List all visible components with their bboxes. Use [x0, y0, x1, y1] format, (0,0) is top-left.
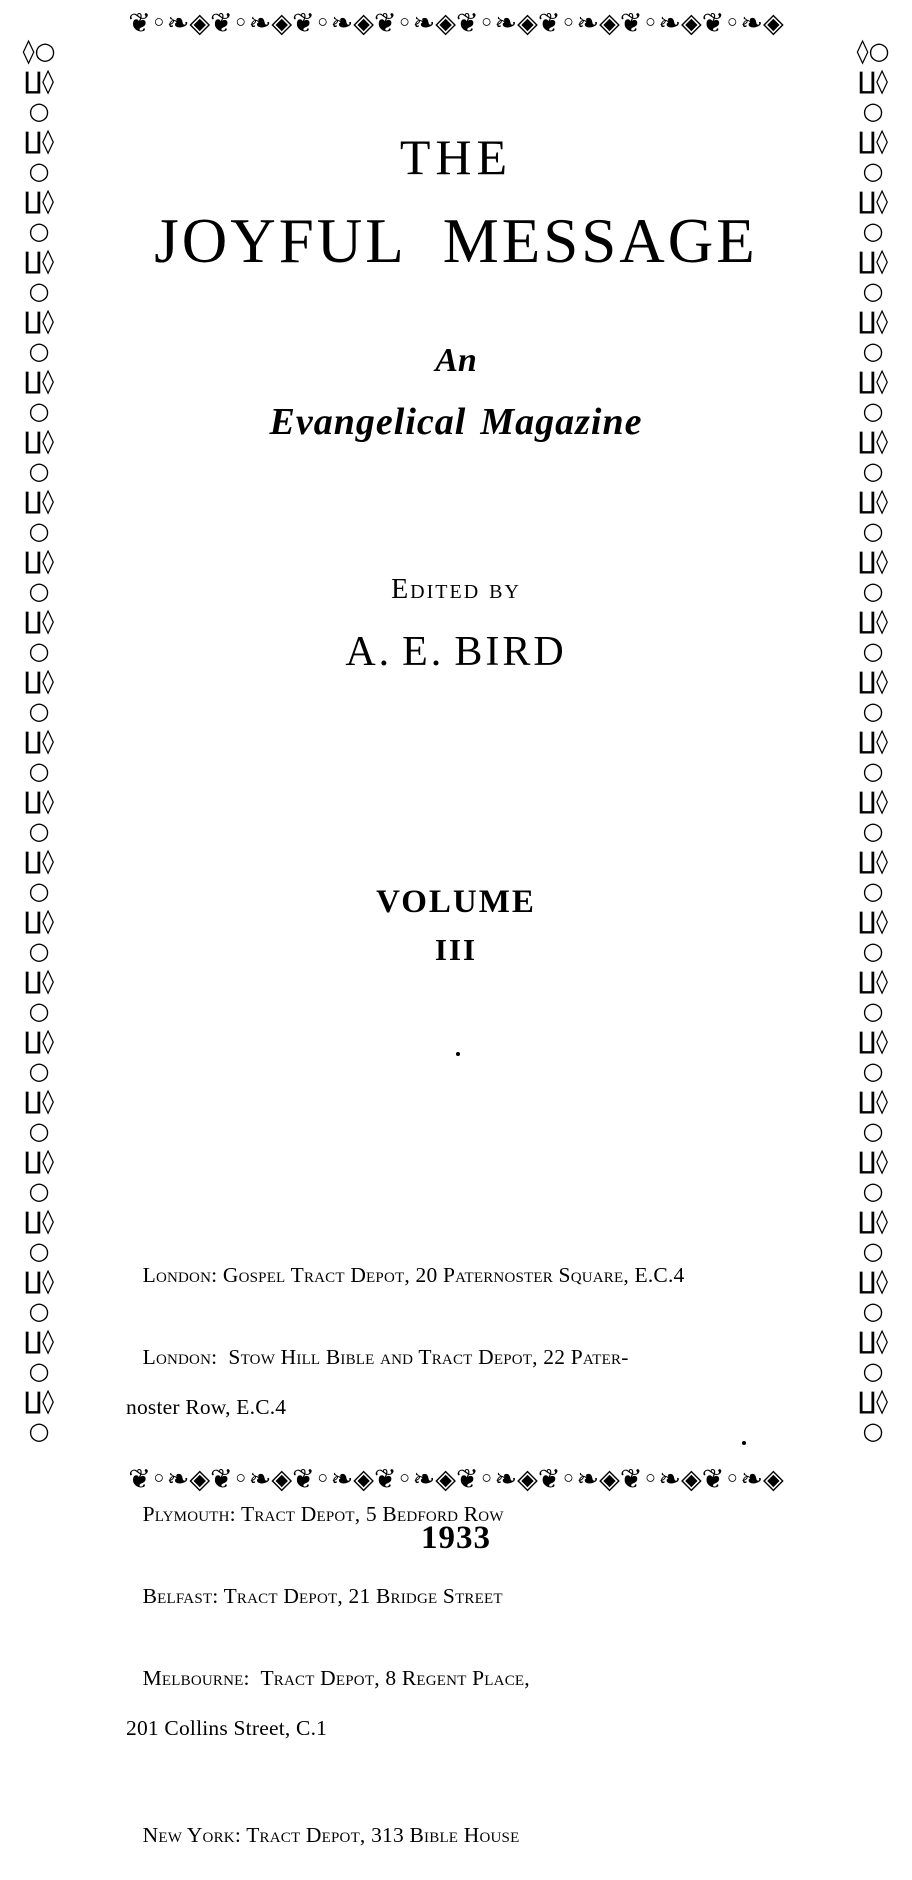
subtitle-word-magazine: Magazine	[480, 401, 643, 443]
border-bottom-ornament: ❦◦❧◈❦◦❧◈❦◦❧◈❦◦❧◈❦◦❧◈❦◦❧◈❦◦❧◈❦◦❧◈	[128, 1466, 784, 1495]
imprint-line-text: New York: Tract Depot, 313 Bible House	[142, 1823, 520, 1847]
imprint-line-text: London: Stow Hill Bible and Tract Depot, 22 Pater-	[142, 1345, 629, 1369]
volume-number: III	[434, 932, 478, 967]
imprint-line-continuation: 201 Collins Street, C.1	[126, 1716, 328, 1740]
title-word-message: MESSAGE	[442, 206, 758, 276]
imprint-line	[98, 1238, 842, 1313]
imprint-line	[98, 1320, 842, 1470]
imprint-line-text: Plymouth: Tract Depot, 5 Bedford Row	[142, 1502, 504, 1526]
editor-initial-second: E.	[402, 629, 445, 675]
border-left-ornament: ◊○∐◊○∐◊○∐◊○∐◊○∐◊○∐◊○∐◊○∐◊○∐◊○∐◊○∐◊○∐◊○∐◊○∐◊○∐◊○∐◊○∐◊○∐◊○∐◊○∐◊○∐◊○∐◊○∐◊○	[22, 37, 56, 1445]
subtitle-an: An	[435, 342, 477, 379]
imprint-block	[98, 1238, 842, 1880]
imprint-line-text: Melbourne: Tract Depot, 8 Regent Place,	[142, 1666, 530, 1690]
imprint-line	[98, 1641, 842, 1791]
imprint-line-text: Belfast: Tract Depot, 21 Bridge Street	[142, 1584, 503, 1608]
page-title	[70, 205, 842, 278]
imprint-line	[98, 1798, 842, 1873]
title-word-joyful: JOYFUL	[154, 206, 407, 276]
publication-year: 1933	[421, 1520, 491, 1556]
subtitle-word-evangelical: Evangelical	[269, 401, 467, 443]
border-right-ornament: ◊○∐◊○∐◊○∐◊○∐◊○∐◊○∐◊○∐◊○∐◊○∐◊○∐◊○∐◊○∐◊○∐◊○∐◊○∐◊○∐◊○∐◊○∐◊○∐◊○∐◊○∐◊○∐◊○∐◊○	[856, 37, 890, 1445]
imprint-line	[98, 1559, 842, 1634]
editor-name	[70, 628, 842, 676]
edited-by-label: Edited by	[391, 574, 521, 605]
border-top-ornament: ❦◦❧◈❦◦❧◈❦◦❧◈❦◦❧◈❦◦❧◈❦◦❧◈❦◦❧◈❦◦❧◈	[128, 10, 784, 39]
editor-initial-first: A.	[345, 629, 393, 675]
title-line-the: THE	[399, 129, 513, 185]
volume-label: VOLUME	[376, 884, 536, 920]
imprint-line-continuation: noster Row, E.C.4	[126, 1395, 287, 1419]
stray-ink-dot	[742, 1441, 746, 1445]
center-ink-dot	[456, 1052, 460, 1056]
imprint-line-text: London: Gospel Tract Depot, 20 Paternoster Square, E.C.4	[142, 1263, 685, 1287]
subtitle	[70, 400, 842, 444]
editor-surname: BIRD	[454, 629, 567, 675]
